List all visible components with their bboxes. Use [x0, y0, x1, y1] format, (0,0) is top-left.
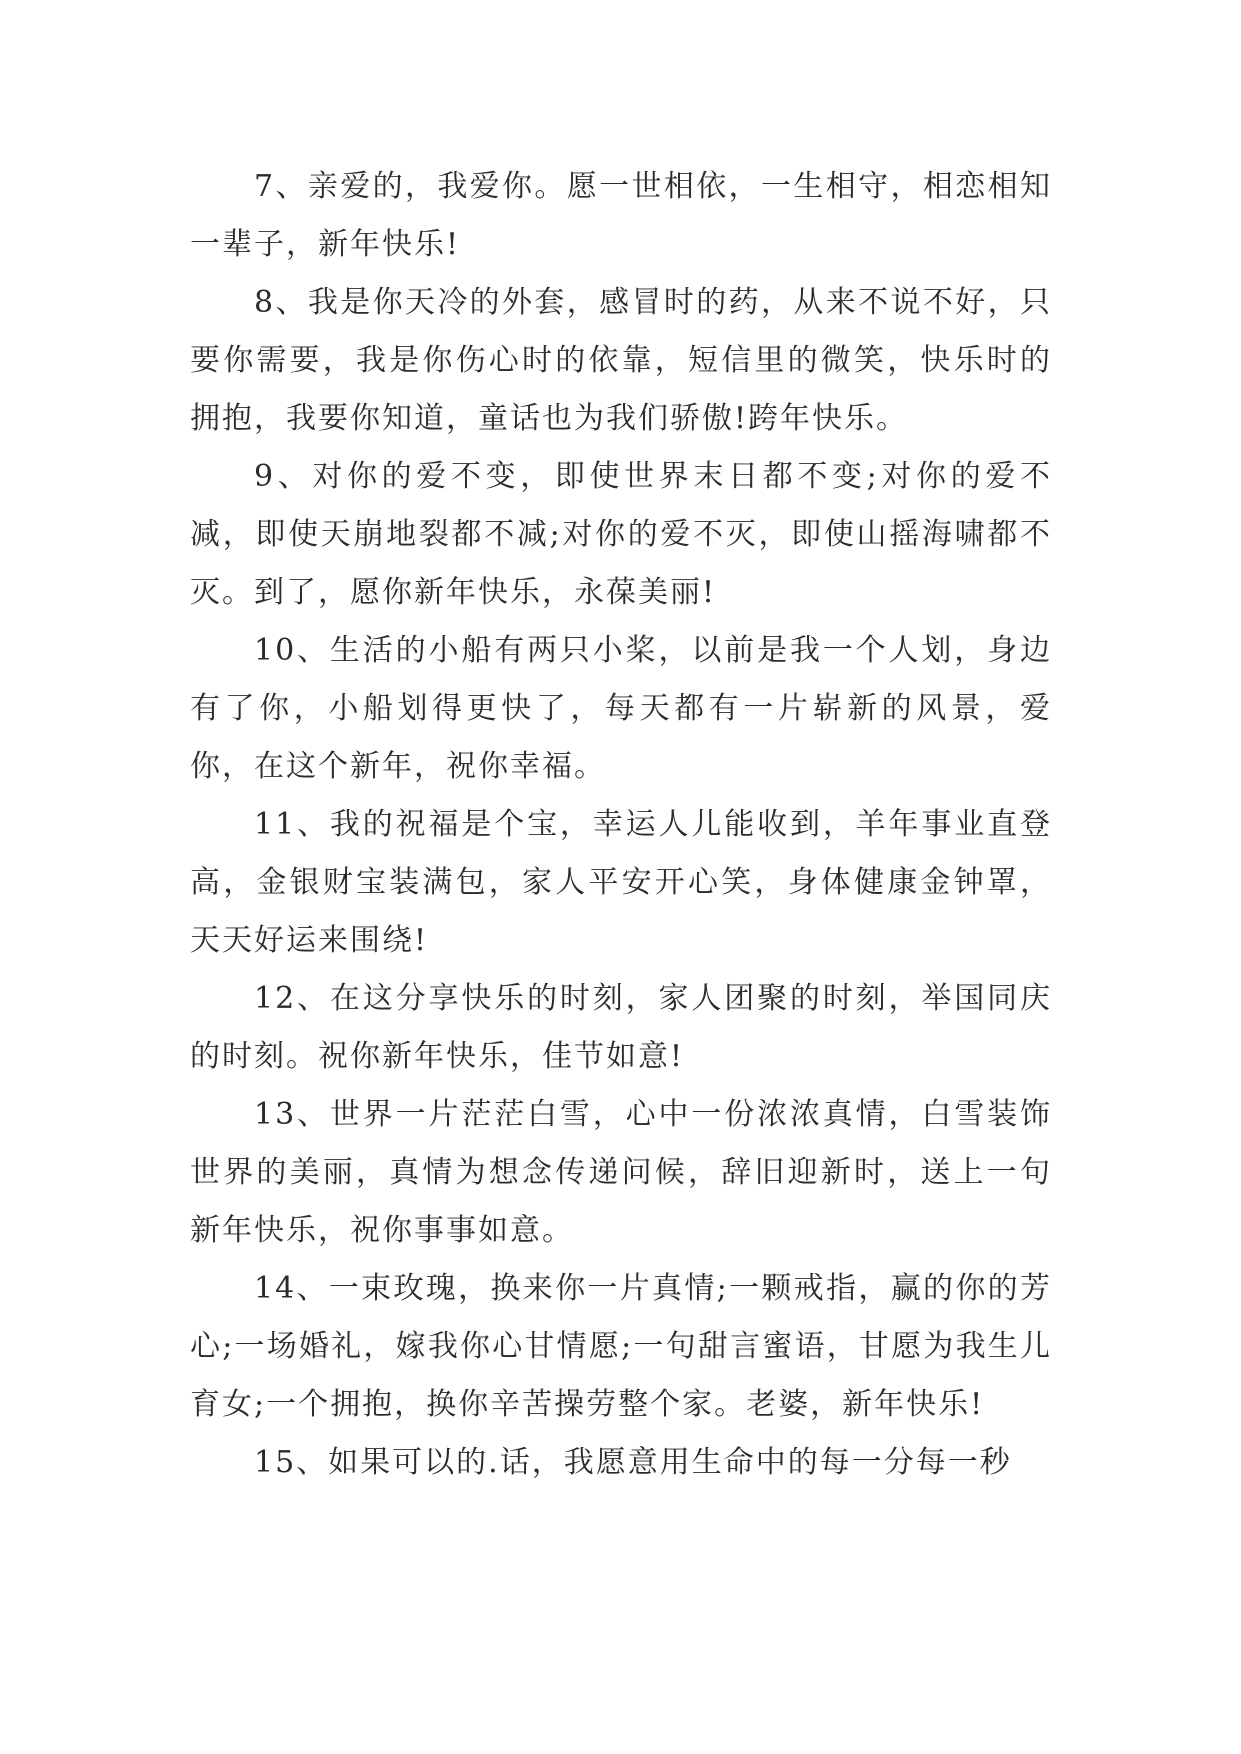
paragraph-12: 12、在这分享快乐的时刻，家人团聚的时刻，举国同庆的时刻。祝你新年快乐，佳节如意! [190, 981, 1052, 1074]
paragraph-15: 15、如果可以的.话，我愿意用生命中的每一分每一秒 [254, 1445, 1012, 1480]
document-body [190, 158, 1052, 1492]
paragraph-14: 14、一束玫瑰，换来你一片真情;一颗戒指，赢的你的芳心;一场婚礼，嫁我你心甘情愿;一句甜言蜜语，甘愿为我生儿育女;一个拥抱，换你辛苦操劳整个家。老婆，新年快乐! [190, 1271, 1052, 1422]
paragraph-8: 8、我是你天冷的外套，感冒时的药，从来不说不好，只要你需要，我是你伤心时的依靠，短信里的微笑，快乐时的拥抱，我要你知道，童话也为我们骄傲!跨年快乐。 [190, 285, 1052, 436]
paragraph-7: 7、亲爱的，我爱你。愿一世相依，一生相守，相恋相知一辈子，新年快乐! [190, 169, 1052, 262]
paragraph-11: 11、我的祝福是个宝，幸运人儿能收到，羊年事业直登高，金银财宝装满包，家人平安开心笑，身体健康金钟罩，天天好运来围绕! [190, 807, 1052, 958]
paragraph-9: 9、对你的爱不变，即使世界末日都不变;对你的爱不减，即使天崩地裂都不减;对你的爱不灭，即使山摇海啸都不灭。到了，愿你新年快乐，永葆美丽! [190, 459, 1052, 610]
paragraph-13: 13、世界一片茫茫白雪，心中一份浓浓真情，白雪装饰世界的美丽，真情为想念传递问候，辞旧迎新时，送上一句新年快乐，祝你事事如意。 [190, 1097, 1052, 1248]
paragraph-10: 10、生活的小船有两只小桨，以前是我一个人划，身边有了你，小船划得更快了，每天都有一片崭新的风景，爱你，在这个新年，祝你幸福。 [190, 633, 1052, 784]
